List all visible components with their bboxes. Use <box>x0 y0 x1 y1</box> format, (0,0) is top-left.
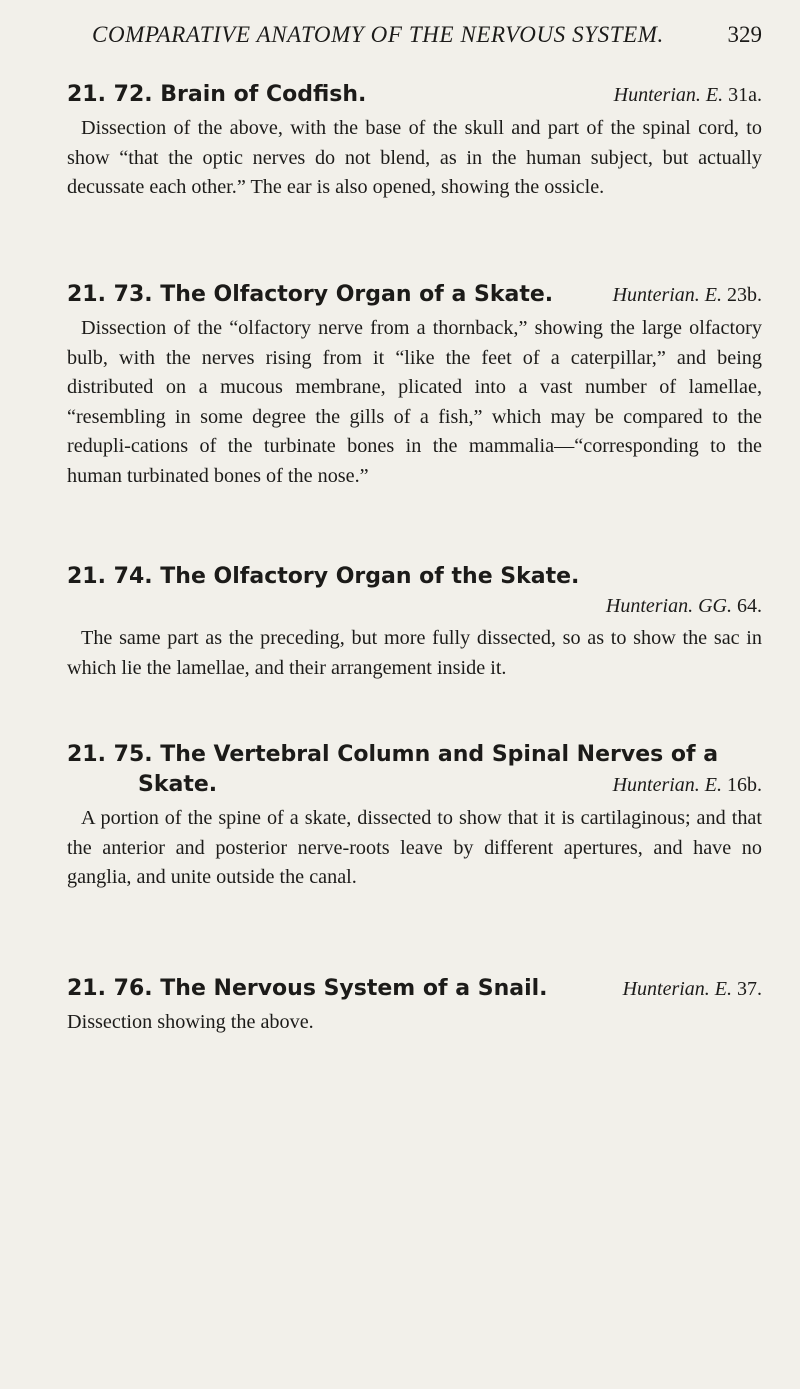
entry-reference: Hunterian. E. 16b. <box>612 774 762 796</box>
entry-number: 21. 73. <box>67 282 153 307</box>
catalogue-entry <box>67 974 762 1038</box>
entry-title: The Olfactory Organ of the Skate. <box>160 564 580 589</box>
entry-heading <box>67 562 762 592</box>
entry-title: The Vertebral Column and Spinal Nerves of a <box>160 742 719 767</box>
entry-description: A portion of the spine of a skate, dissected to show that it is cartilaginous; and that the anterior and posterior nerve-roots leave by different apertures, and have no ganglia, and unite outside the canal. <box>67 807 762 888</box>
page-number: 329 <box>727 22 762 47</box>
entry-heading-continued <box>67 770 762 800</box>
catalogue-entry <box>67 740 762 893</box>
entry-title: The Nervous System of a Snail. <box>160 976 548 1001</box>
catalogue-entry <box>67 80 762 203</box>
running-head <box>92 22 762 48</box>
running-head-title: COMPARATIVE ANATOMY OF THE NERVOUS SYSTEM. <box>92 22 664 47</box>
entry-number: 21. 75. <box>67 742 153 767</box>
entry-number: 21. 72. <box>67 82 153 107</box>
entry-description: The same part as the preceding, but more fully dissected, so as to show the sac in which lie the lamellae, and their arrangement inside it. <box>67 627 762 679</box>
catalogue-entry <box>67 562 762 683</box>
entry-heading <box>67 280 762 310</box>
entry-reference: Hunterian. GG. 64. <box>605 595 762 617</box>
catalogue-entry <box>67 280 762 491</box>
entry-reference: Hunterian. E. 37. <box>622 978 762 1000</box>
entry-description: Dissection of the “olfactory nerve from a thornback,” showing the large olfactory bulb, with the nerves rising from it “like the feet of a caterpillar,” and being distributed on a mucous membrane, plicated into a vast number of lamellae, “resembling in some degree the gills of a fish,” which may be compared to the redupli-cations of the turbinate bones in the mammalia—“corresponding to the human turbinated bones of the nose.” <box>67 317 762 487</box>
entry-reference: Hunterian. E. 31a. <box>613 84 762 106</box>
entry-reference: Hunterian. E. 23b. <box>612 284 762 306</box>
entry-title: The Olfactory Organ of a Skate. <box>160 282 554 307</box>
entry-number: 21. 76. <box>67 976 153 1001</box>
entry-description: Dissection showing the above. <box>67 1011 314 1033</box>
entry-heading <box>67 974 762 1004</box>
entry-heading <box>67 80 762 110</box>
entry-number: 21. 74. <box>67 564 153 589</box>
entry-title-line2: Skate. <box>138 772 218 797</box>
entry-title: Brain of Codfish. <box>160 82 367 107</box>
entry-description: Dissection of the above, with the base of the skull and part of the spinal cord, to show “that the optic nerves do not blend, as in the human subject, but actually decussate each other.” The ear is also opened, showing the ossicle. <box>67 117 762 198</box>
entry-heading <box>67 740 762 770</box>
